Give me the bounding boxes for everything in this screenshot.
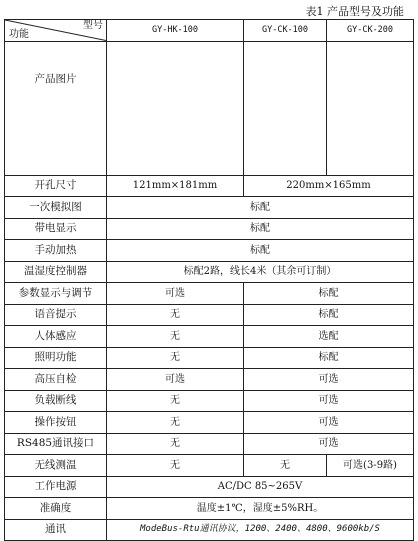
value-cell: 无 — [107, 326, 244, 348]
table-row — [5, 218, 414, 240]
value-cell: ModeBus-Rtu通讯协议，1200、2400、4800、9600kb/S — [107, 519, 414, 541]
value-cell: 标配 — [107, 218, 414, 240]
table-row — [5, 197, 414, 219]
row-label: 工作电源 — [5, 476, 107, 498]
value-cell: AC/DC 85~265V — [107, 476, 414, 498]
value-cell: 选配 — [244, 326, 414, 348]
product-spec-table — [4, 19, 414, 541]
table-row — [5, 390, 414, 412]
photo-cell-hk100 — [107, 41, 244, 175]
table-row — [5, 175, 414, 197]
table-row — [5, 240, 414, 262]
row-label: 开孔尺寸 — [5, 175, 107, 197]
row-label: 照明功能 — [5, 347, 107, 369]
table-row — [5, 326, 414, 348]
value-cell: 标配 — [107, 240, 414, 262]
table-row — [5, 433, 414, 455]
row-label: 准确度 — [5, 498, 107, 520]
value-cell: 可选 — [244, 433, 414, 455]
row-label: 温湿度控制器 — [5, 261, 107, 283]
table-row — [5, 476, 414, 498]
value-cell: 可选 — [107, 283, 244, 305]
value-cell: 无 — [107, 455, 244, 477]
value-cell: 无 — [244, 455, 327, 477]
table-row — [5, 455, 414, 477]
value-cell: 121mm×181mm — [107, 175, 244, 197]
row-label: 参数显示与调节 — [5, 283, 107, 305]
value-cell: 无 — [107, 304, 244, 326]
value-cell: 无 — [107, 412, 244, 434]
row-label: RS485通讯接口 — [5, 433, 107, 455]
value-cell: 标配 — [107, 197, 414, 219]
value-cell: 标配 — [244, 283, 414, 305]
row-label: 操作按钮 — [5, 412, 107, 434]
row-label: 高压自检 — [5, 369, 107, 391]
row-label: 一次模拟图 — [5, 197, 107, 219]
corner-label-model: 型号 — [83, 20, 103, 31]
table-row — [5, 412, 414, 434]
value-cell: 标配 — [244, 304, 414, 326]
row-label: 无线测温 — [5, 455, 107, 477]
photo-cell-ck200 — [327, 41, 414, 175]
corner-label-function: 功能 — [9, 28, 29, 40]
value-cell: 可选 — [107, 369, 244, 391]
value-cell: 可选 — [244, 369, 414, 391]
value-cell: 标配 — [244, 347, 414, 369]
photo-cell-ck100 — [244, 41, 327, 175]
header-row — [5, 20, 414, 42]
value-cell: 可选 — [244, 412, 414, 434]
table-row — [5, 498, 414, 520]
table-row — [5, 283, 414, 305]
row-label: 负载断线 — [5, 390, 107, 412]
value-cell: 可选(3-9路) — [327, 455, 414, 477]
table-row-photo — [5, 41, 414, 175]
table-caption: 表1 产品型号及功能 — [305, 5, 404, 18]
value-cell: 无 — [107, 390, 244, 412]
row-label: 语音提示 — [5, 304, 107, 326]
header-corner-cell — [5, 20, 107, 42]
value-cell: 温度±1℃，湿度±5%RH。 — [107, 498, 414, 520]
table-row — [5, 347, 414, 369]
value-cell: 标配2路，线长4米（其余可订制） — [107, 261, 414, 283]
model-header-ck100: GY-CK-100 — [244, 20, 327, 42]
row-label: 手动加热 — [5, 240, 107, 262]
value-cell: 220mm×165mm — [244, 175, 414, 197]
model-header-ck200: GY-CK-200 — [327, 20, 414, 42]
value-cell: 无 — [107, 347, 244, 369]
row-label: 人体感应 — [5, 326, 107, 348]
table-row — [5, 261, 414, 283]
row-label: 产品图片 — [5, 41, 107, 175]
row-label: 带电显示 — [5, 218, 107, 240]
value-cell: 无 — [107, 433, 244, 455]
table-row — [5, 519, 414, 541]
model-header-hk100: GY-HK-100 — [107, 20, 244, 42]
table-row — [5, 369, 414, 391]
table-row — [5, 304, 414, 326]
value-cell: 可选 — [244, 390, 414, 412]
row-label: 通讯 — [5, 519, 107, 541]
